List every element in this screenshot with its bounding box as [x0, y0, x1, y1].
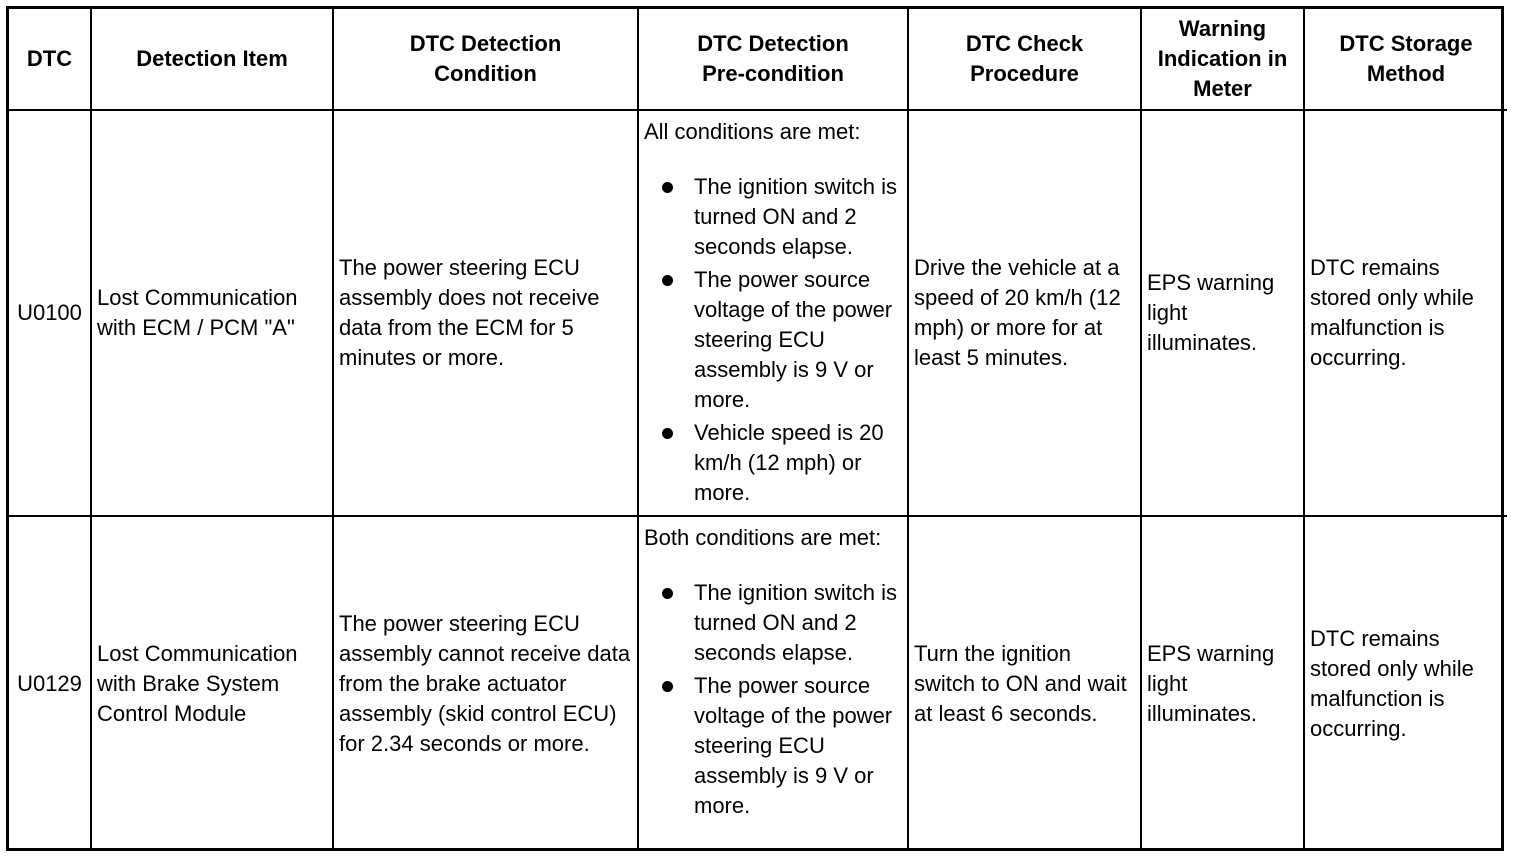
list-item: The power source voltage of the power steering ECU assembly is 9 V or more. [644, 671, 901, 821]
precondition-intro: Both conditions are met: [644, 525, 882, 550]
list-item: The power source voltage of the power steering ECU assembly is 9 V or more. [644, 265, 901, 415]
dtc-table [9, 9, 1507, 850]
warning-indication: EPS warning light illuminates. [1141, 516, 1304, 850]
detection-item: Lost Communication with Brake System Control Module [91, 516, 333, 850]
detection-condition: The power steering ECU assembly does not receive data from the ECM for 5 minutes or more. [333, 110, 638, 516]
header-detection-condition: DTC Detection Condition [333, 9, 638, 110]
header-detection-item: Detection Item [91, 9, 333, 110]
header-row [9, 9, 1507, 110]
precondition-list [644, 172, 901, 508]
storage-method: DTC remains stored only while malfunction is occurring. [1304, 516, 1507, 850]
precondition-intro: All conditions are met: [644, 119, 861, 144]
list-item: The ignition switch is turned ON and 2 seconds elapse. [644, 578, 901, 668]
header-detection-precondition: DTC Detection Pre-condition [638, 9, 908, 110]
detection-precondition [638, 110, 908, 516]
header-storage-method: DTC Storage Method [1304, 9, 1507, 110]
check-procedure: Turn the ignition switch to ON and wait at least 6 seconds. [908, 516, 1141, 850]
header-dtc: DTC [9, 9, 91, 110]
dtc-table-frame [6, 6, 1504, 851]
detection-condition: The power steering ECU assembly cannot receive data from the brake actuator assembly (skid control ECU) for 2.34 seconds or more. [333, 516, 638, 850]
dtc-code: U0129 [9, 516, 91, 850]
check-procedure: Drive the vehicle at a speed of 20 km/h (12 mph) or more for at least 5 minutes. [908, 110, 1141, 516]
precondition-list [644, 578, 901, 821]
detection-precondition [638, 516, 908, 850]
warning-indication: EPS warning light illuminates. [1141, 110, 1304, 516]
list-item: The ignition switch is turned ON and 2 seconds elapse. [644, 172, 901, 262]
storage-method: DTC remains stored only while malfunction is occurring. [1304, 110, 1507, 516]
detection-item: Lost Communication with ECM / PCM "A" [91, 110, 333, 516]
dtc-code: U0100 [9, 110, 91, 516]
header-check-procedure: DTC Check Procedure [908, 9, 1141, 110]
list-item: Vehicle speed is 20 km/h (12 mph) or more. [644, 418, 901, 508]
table-row [9, 516, 1507, 850]
table-row [9, 110, 1507, 516]
header-warning-indication: Warning Indication in Meter [1141, 9, 1304, 110]
